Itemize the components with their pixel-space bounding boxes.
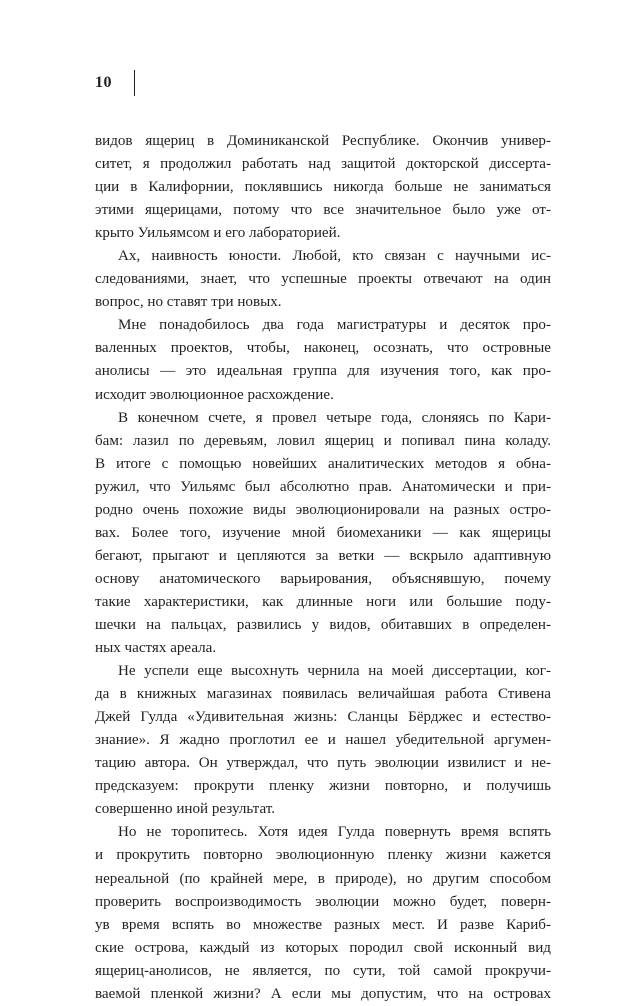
- text-line: следованиями, знает, что успешные проекты отвечают на один: [95, 271, 551, 288]
- text-line: да в книжных магазинах появилась величайшая работа Стивена: [95, 686, 551, 703]
- text-line: валенных проектов, чтобы, наконец, осознать, что островные: [95, 340, 551, 357]
- text-line: бегают, прыгают и цепляются за ветки — вскрыло адаптивную: [95, 547, 551, 564]
- text-line: крыто Уильямсом и его лабораторией.: [95, 225, 341, 242]
- body-text: [95, 130, 551, 1006]
- text-line: В конечном счете, я провел четыре года, слоняясь по Кари-: [118, 409, 551, 426]
- text-line: тацию автора. Он утверждал, что путь эволюции извилист и не-: [95, 755, 551, 772]
- text-line: шечки на пальцах, развились у видов, обитавших в определен-: [95, 616, 551, 633]
- text-line: Ах, наивность юности. Любой, кто связан с научными ис-: [118, 248, 551, 265]
- text-line: такие характеристики, как длинные ноги или большие поду-: [95, 593, 551, 610]
- text-line: основу анатомического варьирования, объяснявшую, почему: [95, 570, 551, 587]
- text-line: ящериц-анолисов, не является, по сути, той самой прокручи-: [95, 962, 551, 979]
- text-line: совершенно иной результат.: [95, 801, 276, 818]
- text-line: ных частях ареала.: [95, 640, 217, 657]
- text-line: бам: лазил по деревьям, ловил ящериц и попивал пина коладу.: [95, 432, 551, 449]
- text-line: ваемой пленкой жизни? А если мы допустим, что на островах: [95, 985, 551, 1002]
- text-line: анолисы — это идеальная группа для изучения того, как про-: [95, 363, 551, 380]
- text-line: ские острова, каждый из которых породил свой исконный вид: [95, 939, 551, 956]
- text-line: видов ящериц в Доминиканской Республике. Окончив универ-: [95, 133, 551, 149]
- text-line: Джей Гулда «Удивительная жизнь: Сланцы Бёрджес и естество-: [95, 709, 551, 726]
- text-line: ув время вспять во множестве разных мест. И разве Кариб-: [95, 916, 551, 933]
- text-line: ции в Калифорнии, поклявшись никогда больше не заниматься: [95, 179, 551, 196]
- text-line: предсказуем: прокрути пленку жизни повторно, и получишь: [95, 778, 551, 795]
- text-line: Но не торопитесь. Хотя идея Гулда повернуть время вспять: [118, 824, 551, 841]
- text-line: проверить воспроизводимость эволюции можно будет, поверн-: [95, 893, 551, 910]
- page-header: [95, 72, 135, 94]
- text-line: ситет, я продолжил работать над защитой докторской диссерта-: [95, 156, 551, 173]
- page-number: 10: [95, 74, 112, 91]
- text-line: вах. Более того, изучение мной биомеханики — как ящерицы: [95, 524, 551, 541]
- text-line: и прокрутить повторно эволюционную пленку жизни кажется: [95, 847, 551, 864]
- text-line: этими ящерицами, потому что все значительное было уже от-: [95, 202, 551, 219]
- header-divider: [134, 70, 135, 96]
- text-line: родно очень похожие виды эволюционировали на разных остро-: [95, 501, 551, 518]
- text-line: Не успели еще высохнуть чернила на моей диссертации, ког-: [118, 663, 551, 680]
- text-line: Мне понадобилось два года магистратуры и десяток про-: [118, 317, 551, 334]
- text-line: В итоге с помощью новейших аналитических методов я обна-: [95, 455, 551, 472]
- text-line: вопрос, но ставят три новых.: [95, 294, 282, 311]
- text-line: нереальной (по крайней мере, в природе), но другим способом: [95, 870, 551, 887]
- text-line: знание». Я жадно проглотил ее и нашел убедительной аргумен-: [95, 732, 551, 749]
- text-line: исходит эволюционное расхождение.: [95, 386, 334, 403]
- text-line: ружил, что Уильямс был абсолютно прав. Анатомически и при-: [95, 478, 551, 495]
